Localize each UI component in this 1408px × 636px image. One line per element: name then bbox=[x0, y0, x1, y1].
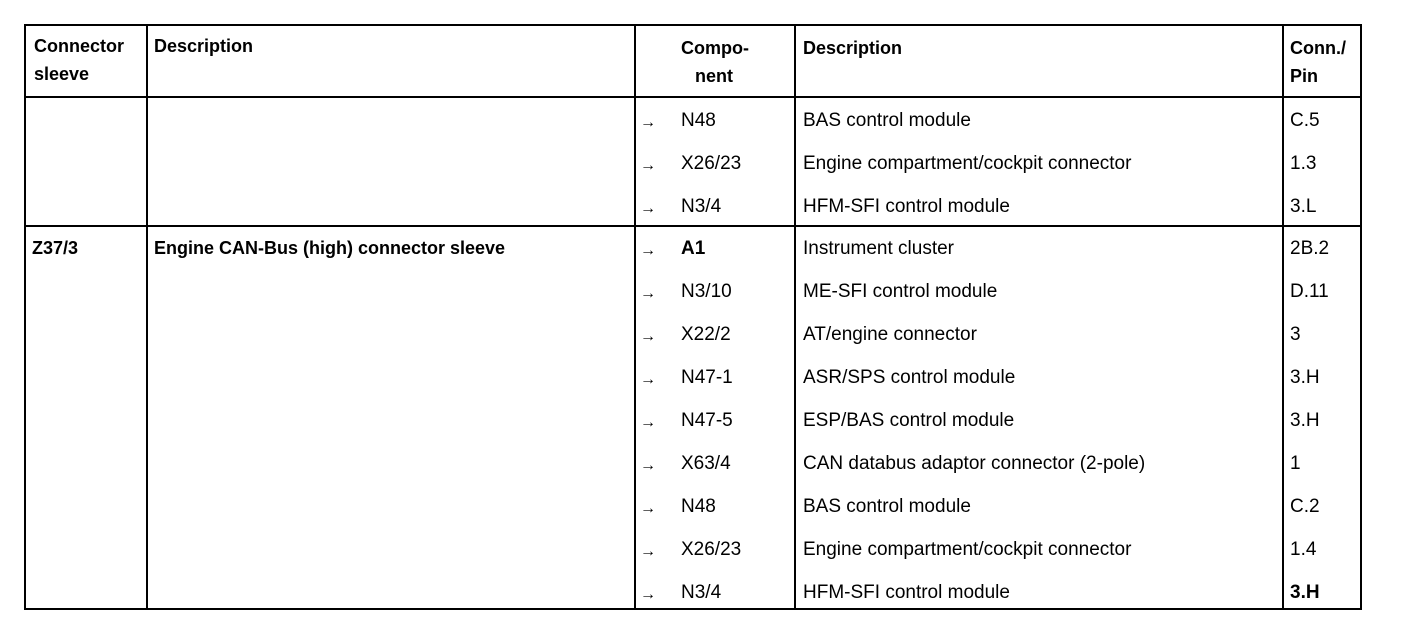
pin-value: 3.H bbox=[1290, 410, 1320, 431]
component-id: N3/10 bbox=[681, 281, 732, 302]
header-description-right: Description bbox=[803, 38, 903, 58]
component-id: A1 bbox=[681, 238, 706, 259]
pin-value: 3.H bbox=[1290, 582, 1320, 603]
pin-value: 3.L bbox=[1290, 196, 1317, 217]
connector-table bbox=[24, 24, 1362, 610]
pin-value: 1 bbox=[1290, 453, 1301, 474]
component-id: X26/23 bbox=[681, 153, 742, 174]
component-description: Engine compartment/cockpit connector bbox=[803, 539, 1132, 560]
component-description: BAS control module bbox=[803, 110, 971, 131]
arrow-icon: → bbox=[640, 242, 656, 259]
pin-value: 3.H bbox=[1290, 367, 1320, 388]
component-id: N3/4 bbox=[681, 582, 722, 603]
component-id: X63/4 bbox=[681, 453, 731, 474]
arrow-icon: → bbox=[640, 543, 656, 560]
arrow-icon: → bbox=[640, 285, 656, 302]
arrow-icon: → bbox=[640, 500, 656, 517]
column-divider bbox=[794, 26, 796, 608]
pin-value: 1.4 bbox=[1290, 539, 1317, 560]
column-divider bbox=[146, 26, 148, 608]
header-connector-sleeve: Connector sleeve bbox=[34, 36, 124, 84]
component-id: N48 bbox=[681, 110, 716, 131]
component-description: HFM-SFI control module bbox=[803, 582, 1010, 603]
component-description: Instrument cluster bbox=[803, 238, 954, 259]
arrow-icon: → bbox=[640, 114, 656, 131]
component-description: ASR/SPS control module bbox=[803, 367, 1016, 388]
component-id: N47-1 bbox=[681, 367, 733, 388]
group-divider bbox=[26, 225, 1360, 227]
arrow-icon: → bbox=[640, 328, 656, 345]
arrow-icon: → bbox=[640, 157, 656, 174]
pin-value: D.11 bbox=[1290, 281, 1329, 302]
arrow-icon: → bbox=[640, 586, 656, 603]
pin-value: 3 bbox=[1290, 324, 1301, 345]
header-divider bbox=[26, 96, 1360, 98]
arrow-icon: → bbox=[640, 414, 656, 431]
column-divider bbox=[634, 26, 636, 608]
pin-value: C.5 bbox=[1290, 110, 1320, 131]
column-divider bbox=[1282, 26, 1284, 608]
component-id: N48 bbox=[681, 496, 716, 517]
header-component: Compo- nent bbox=[681, 38, 749, 86]
component-description: ME-SFI control module bbox=[803, 281, 998, 302]
component-id: N47-5 bbox=[681, 410, 733, 431]
component-description: BAS control module bbox=[803, 496, 971, 517]
sleeve-id: Z37/3 bbox=[32, 238, 79, 258]
component-description: HFM-SFI control module bbox=[803, 196, 1010, 217]
component-id: N3/4 bbox=[681, 196, 722, 217]
arrow-icon: → bbox=[640, 457, 656, 474]
pin-value: C.2 bbox=[1290, 496, 1320, 517]
component-description: CAN databus adaptor connector (2-pole) bbox=[803, 453, 1146, 474]
component-description: ESP/BAS control module bbox=[803, 410, 1015, 431]
arrow-icon: → bbox=[640, 200, 656, 217]
header-conn-pin: Conn./ Pin bbox=[1290, 38, 1346, 86]
pin-value: 1.3 bbox=[1290, 153, 1317, 174]
sleeve-description: Engine CAN-Bus (high) connector sleeve bbox=[154, 238, 506, 258]
component-description: Engine compartment/cockpit connector bbox=[803, 153, 1132, 174]
component-description: AT/engine connector bbox=[803, 324, 977, 345]
arrow-icon: → bbox=[640, 371, 656, 388]
header-description-left: Description bbox=[154, 36, 254, 56]
component-id: X22/2 bbox=[681, 324, 731, 345]
component-id: X26/23 bbox=[681, 539, 742, 560]
pin-value: 2B.2 bbox=[1290, 238, 1330, 259]
